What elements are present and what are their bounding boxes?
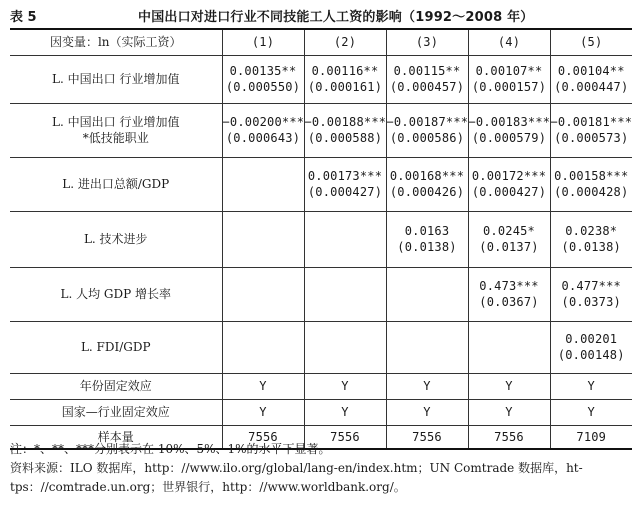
coef-cell — [222, 157, 304, 211]
variable-label: L. 技术进步 — [10, 211, 222, 267]
source-note: 资料来源：ILO 数据库，http：//www.ilo.org/global/lang-en/index.htm；UN Comtrade 数据库，ht- — [10, 461, 583, 475]
coef-cell — [222, 267, 304, 321]
table-row — [10, 55, 632, 103]
regression-table — [10, 28, 632, 450]
table-row — [10, 399, 632, 425]
dependent-variable-header: 因变量：ln（实际工资） — [10, 29, 222, 55]
fixed-effect-cell: Y — [550, 373, 632, 399]
fixed-effect-cell: Y — [304, 373, 386, 399]
coef-cell — [386, 321, 468, 373]
coef-cell: −0.00200*** (0.000643) — [222, 103, 304, 157]
coef-cell: 0.00158*** (0.000428) — [550, 157, 632, 211]
table-label: 表 5 — [10, 10, 37, 25]
coef-cell: 0.00173*** (0.000427) — [304, 157, 386, 211]
fixed-effect-cell: Y — [386, 373, 468, 399]
coef-cell — [468, 321, 550, 373]
column-header: (4) — [468, 29, 550, 55]
sample-size-label: 样本量 — [10, 425, 222, 449]
coef-cell: −0.00181*** (0.000573) — [550, 103, 632, 157]
coef-cell: 0.0245* (0.0137) — [468, 211, 550, 267]
coef-cell: 0.473*** (0.0367) — [468, 267, 550, 321]
coef-cell: −0.00187*** (0.000586) — [386, 103, 468, 157]
column-header: (5) — [550, 29, 632, 55]
coef-cell: 0.00201 (0.00148) — [550, 321, 632, 373]
sample-size-cell: 7556 — [468, 425, 550, 449]
fixed-effect-label: 年份固定效应 — [10, 373, 222, 399]
coef-cell: 0.00115** (0.000457) — [386, 55, 468, 103]
coef-cell: 0.00104** (0.000447) — [550, 55, 632, 103]
coef-cell — [304, 211, 386, 267]
column-header: (3) — [386, 29, 468, 55]
coef-cell: 0.00107** (0.000157) — [468, 55, 550, 103]
source-note-continued: tps：//comtrade.un.org；世界银行，http：//www.worldbank.org/。 — [10, 480, 406, 494]
fixed-effect-cell: Y — [550, 399, 632, 425]
fixed-effect-cell: Y — [304, 399, 386, 425]
table-title-row — [10, 4, 632, 26]
coef-cell: −0.00183*** (0.000579) — [468, 103, 550, 157]
column-header: (2) — [304, 29, 386, 55]
sample-size-cell: 7556 — [222, 425, 304, 449]
variable-label: L. 人均 GDP 增长率 — [10, 267, 222, 321]
table-row — [10, 211, 632, 267]
coef-cell — [222, 321, 304, 373]
coef-cell: 0.00168*** (0.000426) — [386, 157, 468, 211]
coef-cell: 0.0163 (0.0138) — [386, 211, 468, 267]
coef-cell: 0.00116** (0.000161) — [304, 55, 386, 103]
fixed-effect-cell: Y — [468, 399, 550, 425]
variable-label: L. 中国出口 行业增加值 *低技能职业 — [10, 103, 222, 157]
coef-cell: 0.00135** (0.000550) — [222, 55, 304, 103]
variable-label: L. 进出口总额/GDP — [10, 157, 222, 211]
coef-cell: 0.0238* (0.0138) — [550, 211, 632, 267]
fixed-effect-cell: Y — [386, 399, 468, 425]
fixed-effect-cell: Y — [222, 399, 304, 425]
table-row — [10, 103, 632, 157]
variable-label: L. FDI/GDP — [10, 321, 222, 373]
sample-size-cell: 7556 — [386, 425, 468, 449]
coef-cell — [222, 211, 304, 267]
significance-note: 注：*、**、***分别表示在 10%、5%、1%的水平下显著。 — [10, 442, 331, 456]
header-row — [10, 29, 632, 55]
coef-cell: −0.00188*** (0.000588) — [304, 103, 386, 157]
variable-label: L. 中国出口 行业增加值 — [10, 55, 222, 103]
coef-cell — [304, 267, 386, 321]
table-row — [10, 267, 632, 321]
column-header: (1) — [222, 29, 304, 55]
coef-cell: 0.477*** (0.0373) — [550, 267, 632, 321]
fixed-effect-label: 国家—行业固定效应 — [10, 399, 222, 425]
table-notes — [10, 440, 632, 497]
table-title: 中国出口对进口行业不同技能工人工资的影响（1992～2008 年） — [138, 10, 534, 25]
coef-cell: 0.00172*** (0.000427) — [468, 157, 550, 211]
coef-cell — [386, 267, 468, 321]
table-row — [10, 373, 632, 399]
sample-size-cell: 7556 — [304, 425, 386, 449]
table-row — [10, 321, 632, 373]
coef-cell — [304, 321, 386, 373]
table-row — [10, 157, 632, 211]
sample-size-cell: 7109 — [550, 425, 632, 449]
fixed-effect-cell: Y — [222, 373, 304, 399]
fixed-effect-cell: Y — [468, 373, 550, 399]
